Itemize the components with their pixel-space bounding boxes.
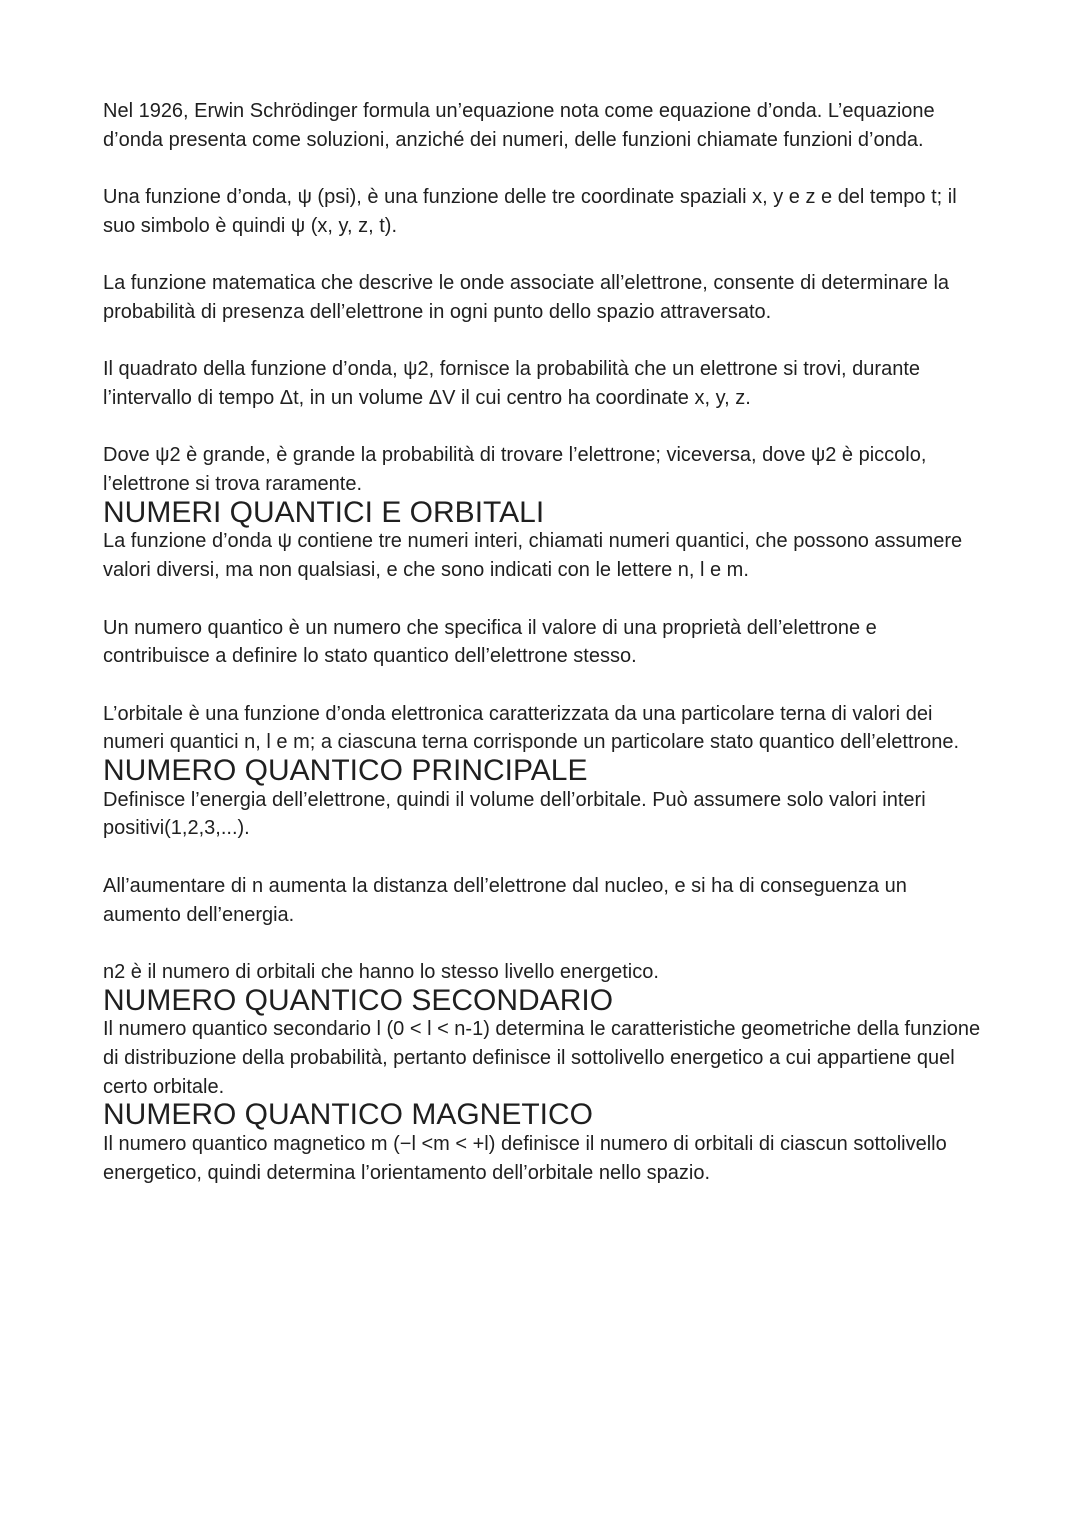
document-page: [103, 97, 983, 1188]
heading-principale: NUMERO QUANTICO PRINCIPALE: [103, 754, 588, 788]
paragraph-principale-n2: n2 è il numero di orbitali che hanno lo stesso livello energetico.: [103, 960, 659, 983]
paragraph-principale-distance: All’aumentare di n aumenta la distanza dell’elettrone dal nucleo, e si ha di conseguenza un aumento dell’energia.: [103, 874, 907, 926]
paragraph-quantum-number-def: Un numero quantico è un numero che specifica il valore di una proprietà dell’elettrone e contribuisce a definire lo stato quantico dell’elettrone stesso.: [103, 616, 877, 668]
heading-secondario: NUMERO QUANTICO SECONDARIO: [103, 983, 614, 1017]
paragraph-quantum-numbers: La funzione d’onda ψ contiene tre numeri interi, chiamati numeri quantici, che possono assumere valori diversi, ma non qualsiasi, e che sono indicati con le lettere n, l e m.: [103, 530, 963, 582]
heading-magnetico: NUMERO QUANTICO MAGNETICO: [103, 1098, 594, 1132]
paragraph-principale-energy: Definisce l’energia dell’elettrone, quindi il volume dell’orbitale. Può assumere solo valori interi positivi(1,2,3,...).: [103, 788, 926, 840]
paragraph-orbital-def: L’orbitale è una funzione d’onda elettronica caratterizzata da una particolare terna di valori dei numeri quantici n, l e m; a ciascuna terna corrisponde un particolare stato quantico dell’elettrone.: [103, 702, 960, 754]
heading-numeri-quantici: NUMERI QUANTICI E ORBITALI: [103, 495, 545, 529]
paragraph-magnetico: Il numero quantico magnetico m (−l <m < +l) definisce il numero di orbitali di ciascun sottolivello energetico, quindi determina l’orientamento dell’orbitale nello spazio.: [103, 1133, 947, 1184]
paragraph-probability: La funzione matematica che descrive le onde associate all’elettrone, consente di determinare la probabilità di presenza dell’elettrone in ogni punto dello spazio attraversato.: [103, 272, 950, 323]
paragraph-schrodinger: Nel 1926, Erwin Schrödinger formula un’equazione nota come equazione d’onda. L’equazione d’onda presenta come soluzioni, anziché dei numeri, delle funzioni chiamate funzioni d’onda.: [103, 100, 935, 151]
paragraph-psi-squared: Il quadrato della funzione d’onda, ψ2, fornisce la probabilità che un elettrone si trovi, durante l’intervallo di tempo Δt, in un volume ΔV il cui centro ha coordinate x, y, z.: [103, 358, 920, 409]
paragraph-secondario: Il numero quantico secondario l (0 < l < n-1) determina le caratteristiche geometriche della funzione di distribuzione della probabilità, pertanto definisce il sottolivello energetico a cui appartiene quel certo orbitale.: [103, 1018, 981, 1098]
paragraph-psi-large: Dove ψ2 è grande, è grande la probabilità di trovare l’elettrone; viceversa, dove ψ2 è piccolo, l’elettrone si trova raramente.: [103, 444, 927, 496]
paragraph-wave-function: Una funzione d’onda, ψ (psi), è una funzione delle tre coordinate spaziali x, y e z e del tempo t; il suo simbolo è quindi ψ (x, y, z, t).: [103, 186, 957, 237]
